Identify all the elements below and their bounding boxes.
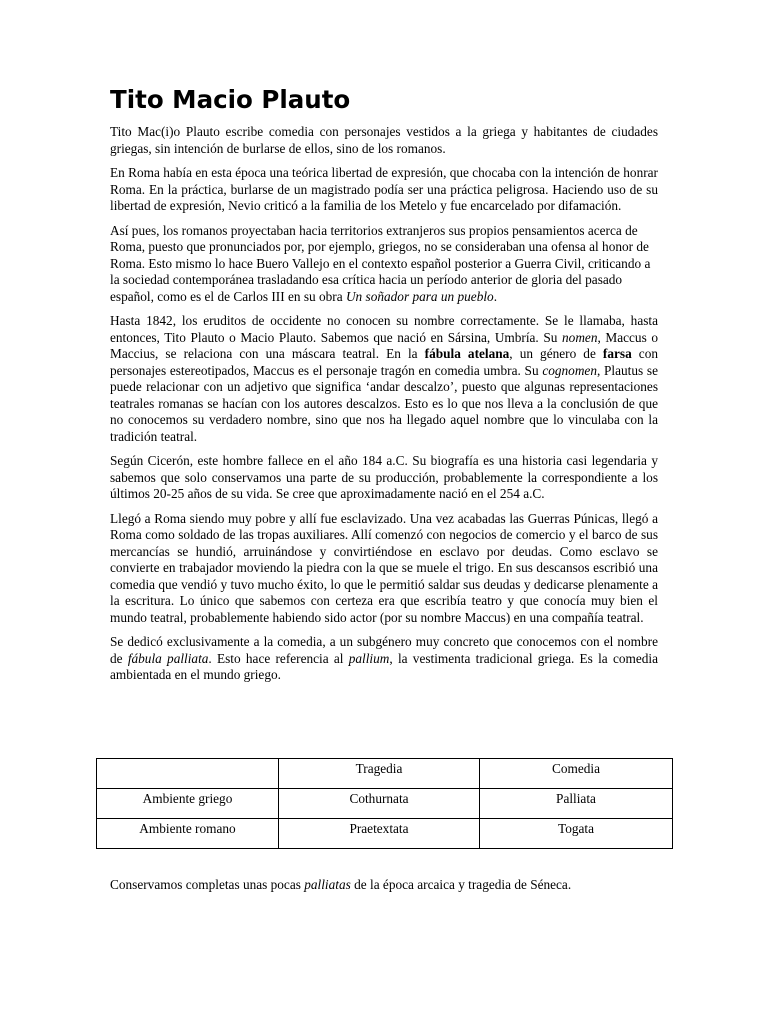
- document-body: [110, 84, 658, 692]
- table-cell: Comedia: [480, 759, 673, 789]
- table-cell: Praetextata: [279, 819, 480, 849]
- table-cell: Cothurnata: [279, 789, 480, 819]
- table-row: [97, 789, 673, 819]
- document-title: Tito Macio Plauto: [110, 85, 351, 114]
- paragraph-projection: Así pues, los romanos proyectaban hacia territorios extranjeros sus propios pensamientos acerca de Roma, puesto que pronunciados por, por ejemplo, griegos, no se consideraban una ofensa al honor de Roma. Esto mismo lo hace Buero Vallejo en el contexto español posterior a Guerra Civil, criticando a la sociedad contemporánea trasladando esa crítica hacia un período anterior de gloria del pasado español, como es el de Carlos III en su obra Un soñador para un pueblo.: [110, 222, 651, 304]
- paragraph-life: Llegó a Roma siendo muy pobre y allí fue esclavizado. Una vez acabadas las Guerras Púnicas, llegó a Roma como soldado de las tropas auxiliares. Allí comenzó con negocios de comercio y el barco de sus mercancías se hundió, arruinándose y convirtiéndose en esclavo por deudas. Como esclavo se convierte en trabajador moviendo la piedra con la que se muele el trigo. En sus descansos escribió una comedia que vendió y tuvo mucho éxito, lo que le permitió saldar sus deudas y dedicarse plenamente a la escritura. Lo único que sabemos con certeza era que escribía teatro y que conocía muy bien el mundo teatral, probablemente habiendo sido actor (por su nombre Maccus) en una compañía teatral.: [110, 510, 658, 625]
- table-cell: Palliata: [480, 789, 673, 819]
- paragraph-palliata: Se dedicó exclusivamente a la comedia, a un subgénero muy concreto que conocemos con el nombre de fábula palliata. Esto hace referencia al pallium, la vestimenta tradicional griega. Es la comedia ambientada en el mundo griego.: [110, 634, 658, 682]
- paragraph-conclusion: Conservamos completas unas pocas palliatas de la época arcaica y tragedia de Séneca.: [110, 877, 572, 892]
- table-cell: Togata: [480, 819, 673, 849]
- table-cell: Ambiente romano: [97, 819, 279, 849]
- paragraph-biography: Según Cicerón, este hombre fallece en el año 184 a.C. Su biografía es una historia casi legendaria y sabemos que solo conservamos una parte de su producción, probablemente la correspondiente a los últimos 20-25 años de su vida. Se cree que aproximadamente nació en el 254 a.C.: [110, 453, 658, 501]
- table-row: [97, 819, 673, 849]
- genre-table: [96, 758, 673, 849]
- table-cell: Ambiente griego: [97, 789, 279, 819]
- paragraph-name: Hasta 1842, los eruditos de occidente no conocen su nombre correctamente. Se le llamaba, hasta entonces, Tito Plauto o Macio Plauto. Sabemos que nació en Sársina, Umbría. Su nomen, Maccus o Maccius, se relaciona con una máscara teatral. En la fábula atelana, un género de farsa con personajes estereotipados, Maccus es el personaje tragón en comedia umbra. Su cognomen, Plautus se puede relacionar con un adjetivo que significa ‘andar descalzo’, puesto que algunas representaciones teatrales romanas se hacían con los autores descalzos. Esto es lo que nos lleva a la conclusión de que no conocemos su verdadero nombre, sino que nos ha llegado aquel nombre que lo vinculaba con la tradición teatral.: [110, 313, 658, 444]
- paragraph-freedom-of-expression: En Roma había en esta época una teórica libertad de expresión, que chocaba con la intención de honrar Roma. En la práctica, burlarse de un magistrado podía ser una práctica peligrosa. Haciendo uso de su libertad de expresión, Nevio criticó a la familia de los Metelo y fue encarcelado por difamación.: [110, 165, 658, 213]
- table-header-row: [97, 759, 673, 789]
- paragraph-intro: Tito Mac(i)o Plauto escribe comedia con personajes vestidos a la griega y habitantes de ciudades griegas, sin intención de burlarse de ellos, sino de los romanos.: [110, 124, 658, 156]
- table-cell: Tragedia: [279, 759, 480, 789]
- work-title: Un soñador para un pueblo: [345, 288, 494, 304]
- table-cell: [97, 759, 279, 789]
